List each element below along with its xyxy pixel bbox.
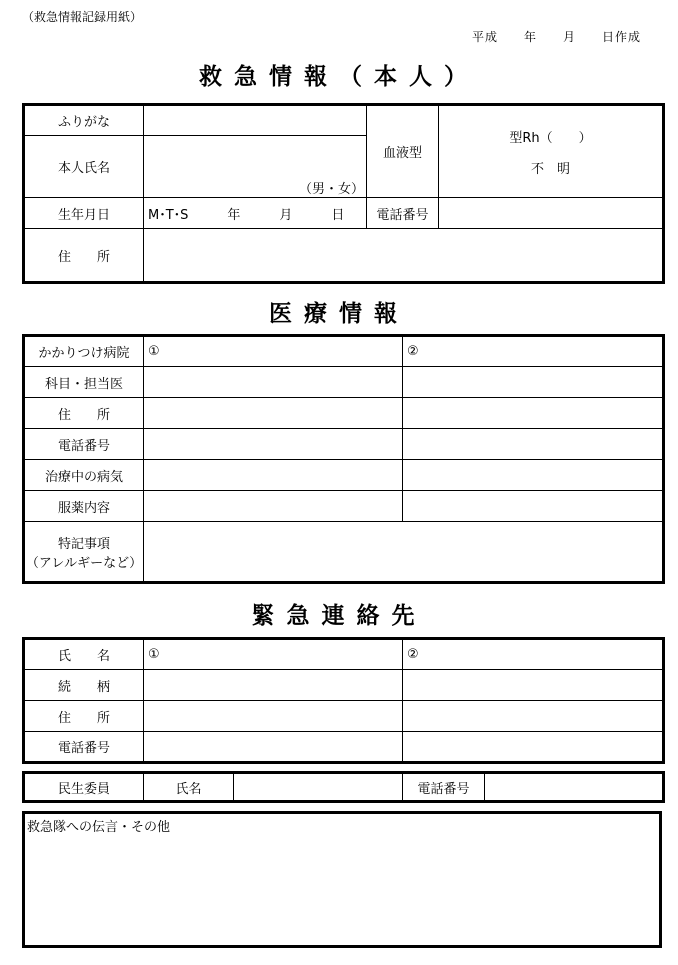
medical-cell-2[interactable] [403, 460, 664, 491]
welfare-name-field[interactable] [234, 773, 403, 802]
medical-row-label: 住 所 [24, 398, 144, 429]
contact-row-label: 続 柄 [24, 670, 144, 701]
medical-row-label: 科目・担当医 [24, 367, 144, 398]
contact-cell-2[interactable] [403, 670, 664, 701]
medical-row-label: 治療中の病気 [24, 460, 144, 491]
date-line: 平成 年 月 日作成 [472, 30, 642, 44]
contact-cell-2[interactable] [403, 701, 664, 732]
medical-row-label: かかりつけ病院 [24, 336, 144, 367]
medical-info-table [22, 334, 665, 584]
medical-cell-1[interactable] [144, 398, 403, 429]
blood-unknown-text: 不 明 [530, 161, 570, 177]
welfare-commissioner-table [22, 771, 665, 803]
medical-cell-1[interactable] [144, 491, 403, 522]
medical-cell-2[interactable] [403, 491, 664, 522]
gender-text: （男・女） [298, 182, 364, 197]
contact-row-label: 氏 名 [24, 639, 144, 670]
message-label: 救急隊への伝言・その他 [27, 820, 171, 835]
blood-type-label: 血液型 [367, 105, 439, 198]
welfare-label: 民生委員 [24, 773, 144, 802]
section-title-emergency-contact: 緊急連絡先 [251, 603, 427, 629]
contact-cell-1[interactable] [144, 732, 403, 763]
blood-rh-text: 型Rh（ ） [509, 130, 592, 146]
welfare-phone-label: 電話番号 [403, 773, 485, 802]
name-label: 本人氏名 [24, 136, 144, 198]
section-title-medical: 医療情報 [269, 301, 409, 327]
section-title-personal: 救急情報（本人） [199, 64, 479, 90]
form-name: （救急情報記録用紙） [22, 10, 143, 24]
message-box[interactable] [22, 811, 662, 948]
medical-cell-2[interactable] [403, 398, 664, 429]
blood-type-field[interactable] [439, 105, 664, 198]
contact-row-label: 電話番号 [24, 732, 144, 763]
contact-cell-1[interactable]: ① [144, 639, 403, 670]
medical-cell-2[interactable] [403, 429, 664, 460]
contact-row-label: 住 所 [24, 701, 144, 732]
emergency-contact-table [22, 637, 665, 764]
contact-cell-2[interactable]: ② [403, 639, 664, 670]
birth-date-field[interactable]: M･T･S 年 月 日 [144, 198, 367, 229]
medical-cell-1[interactable] [144, 367, 403, 398]
special-notes-label-line1: 特記事項 [57, 536, 110, 552]
phone-label: 電話番号 [367, 198, 439, 229]
birth-date-label: 生年月日 [24, 198, 144, 229]
phone-field[interactable] [439, 198, 664, 229]
special-notes-label [24, 522, 144, 583]
welfare-phone-field[interactable] [485, 773, 664, 802]
name-field[interactable] [144, 136, 367, 198]
furigana-label: ふりがな [24, 105, 144, 136]
address-label: 住 所 [24, 229, 144, 283]
medical-cell-1[interactable] [144, 429, 403, 460]
medical-row-label: 服薬内容 [24, 491, 144, 522]
special-notes-label-line2: （アレルギーなど） [25, 555, 143, 571]
address-field[interactable] [144, 229, 664, 283]
medical-cell-2[interactable] [403, 367, 664, 398]
furigana-field[interactable] [144, 105, 367, 136]
welfare-name-label: 氏名 [144, 773, 234, 802]
medical-cell-2[interactable]: ② [403, 336, 664, 367]
medical-cell-1[interactable] [144, 460, 403, 491]
medical-cell-1[interactable]: ① [144, 336, 403, 367]
contact-cell-1[interactable] [144, 701, 403, 732]
special-notes-field[interactable] [144, 522, 664, 583]
medical-row-label: 電話番号 [24, 429, 144, 460]
contact-cell-1[interactable] [144, 670, 403, 701]
contact-cell-2[interactable] [403, 732, 664, 763]
personal-info-table [22, 103, 665, 284]
